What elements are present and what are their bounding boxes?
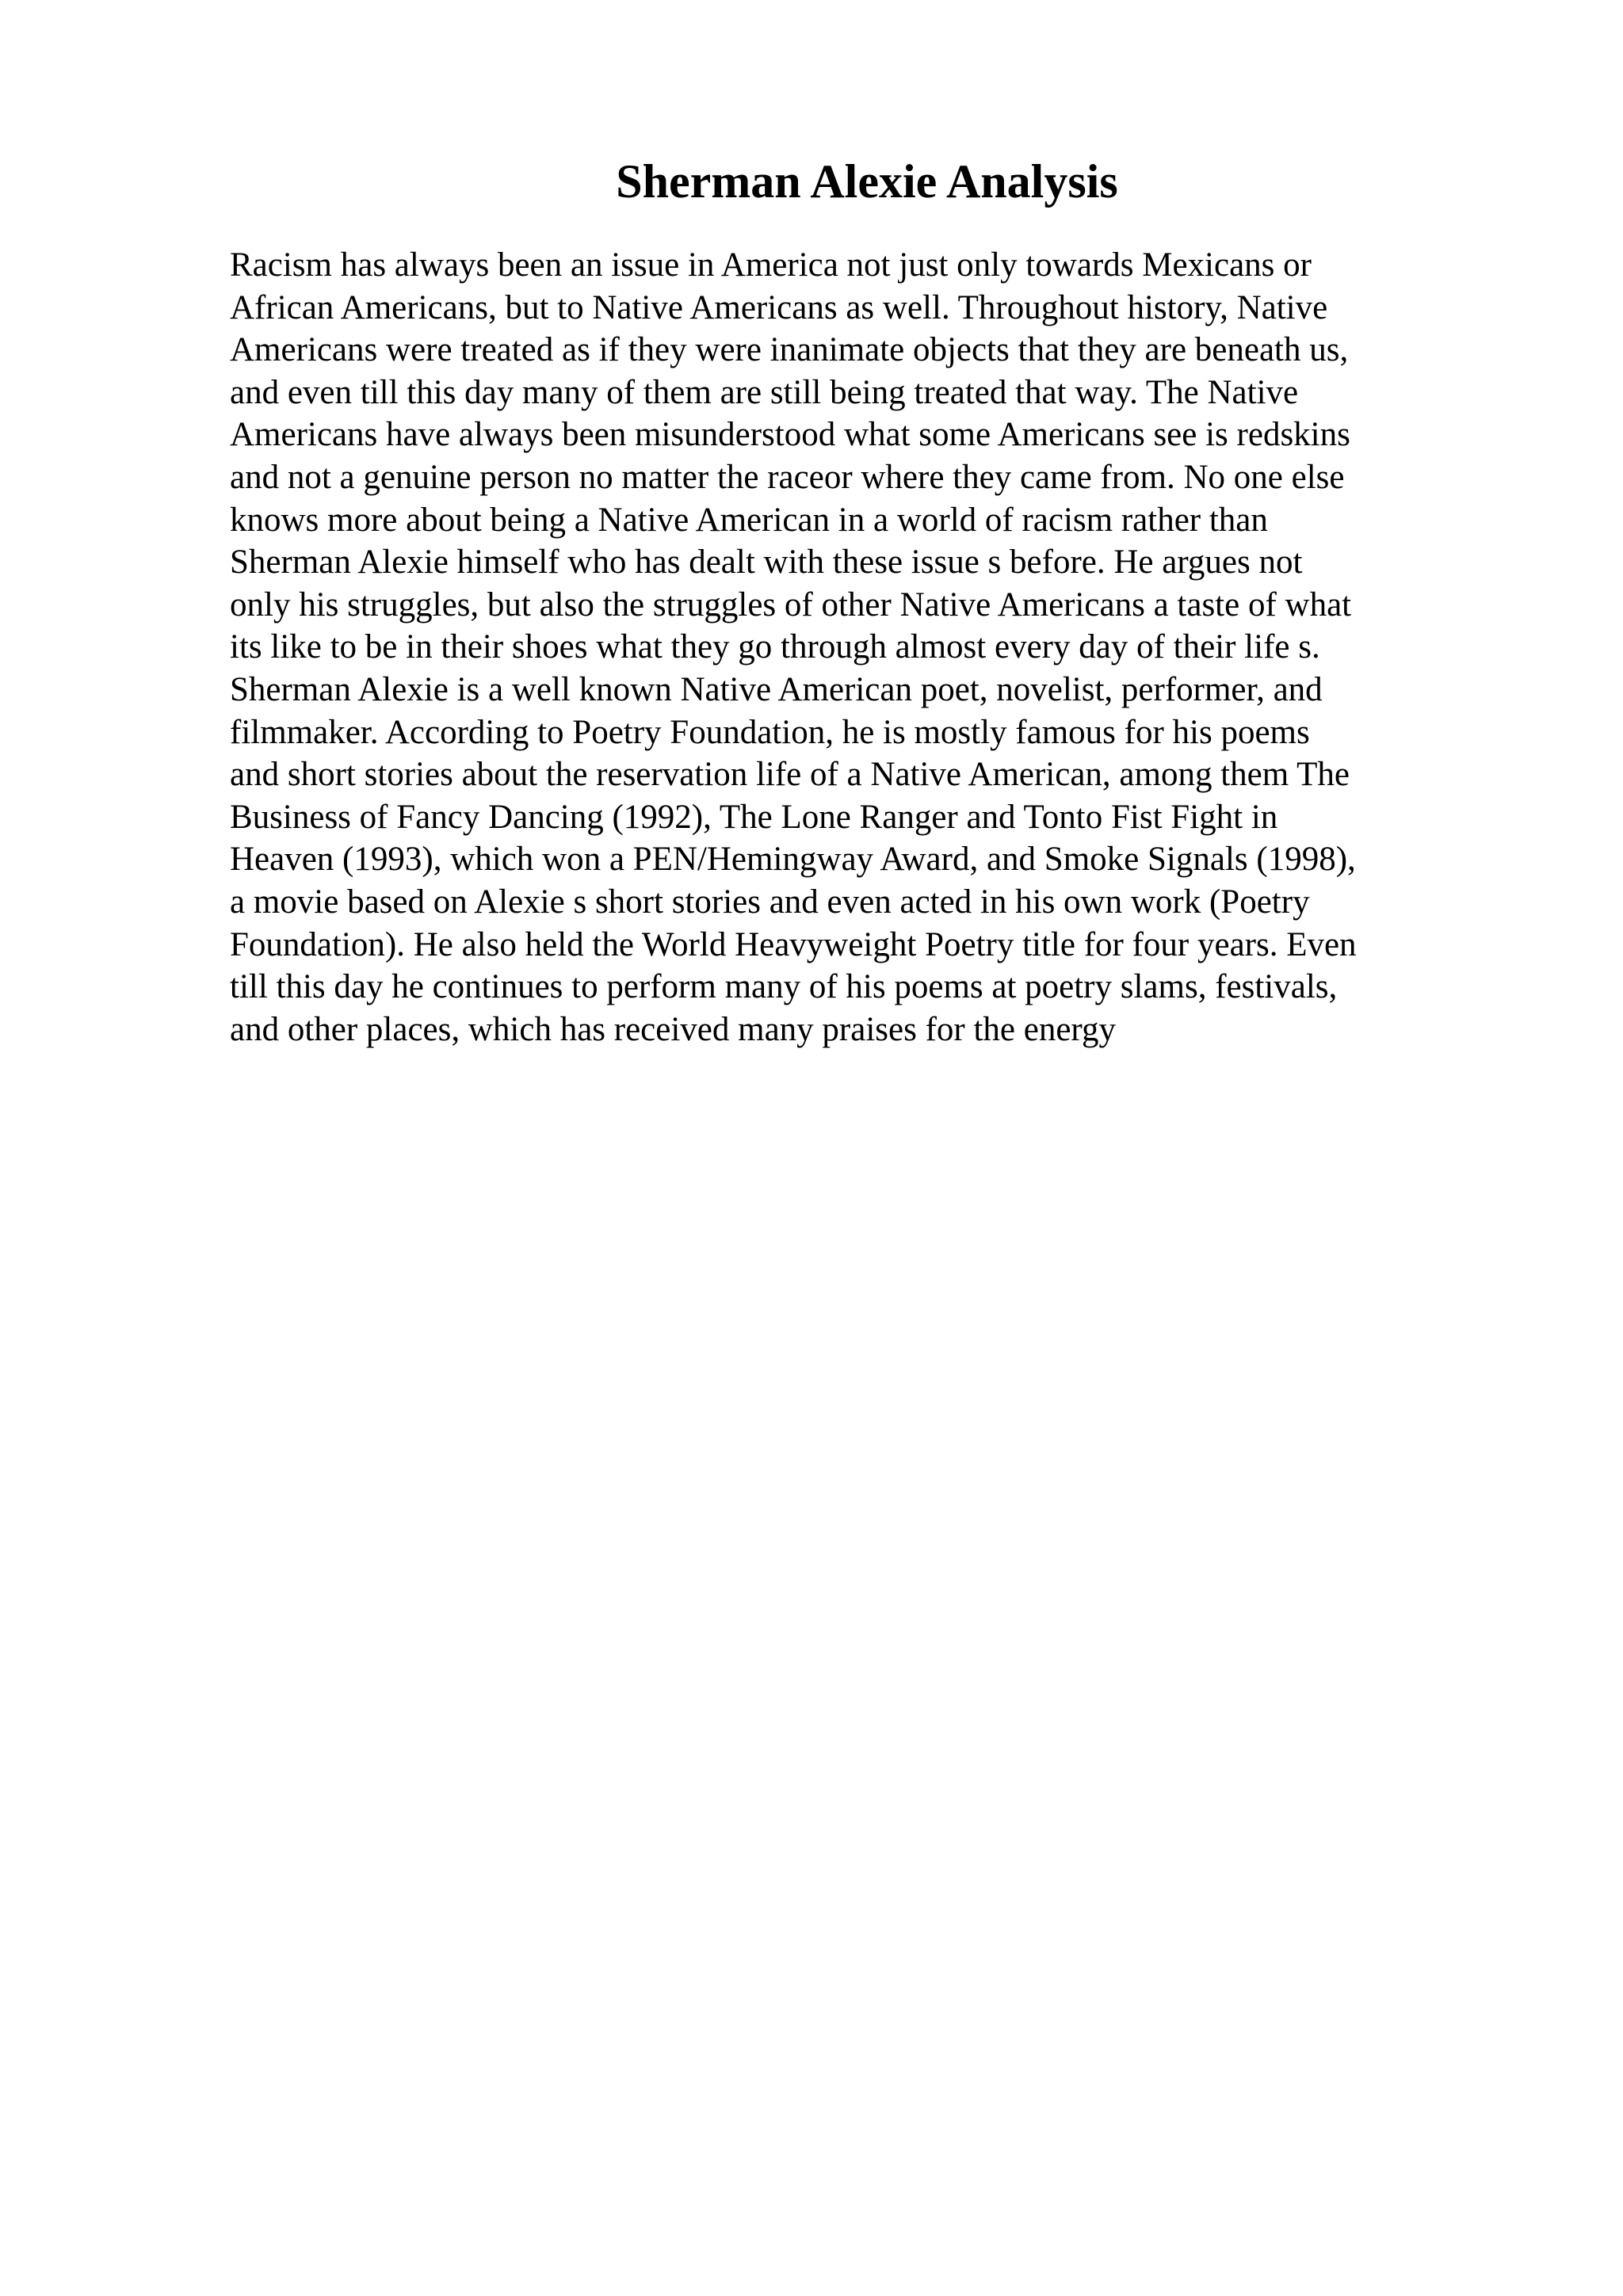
body-line: only his struggles, but also the struggles of other Native Americans a taste of what [230, 585, 1352, 624]
body-line: and even till this day many of them are still being treated that way. The Native [230, 373, 1299, 411]
body-line: a movie based on Alexie s short stories and even acted in his own work (Poetry [230, 883, 1310, 921]
document-body [230, 244, 1466, 1051]
body-line: Sherman Alexie is a well known Native American poet, novelist, performer, and [230, 670, 1323, 708]
body-line: and not a genuine person no matter the raceor where they came from. No one else [230, 458, 1345, 496]
document-title: Sherman Alexie Analysis [616, 155, 1118, 208]
body-line: Americans were treated as if they were inanimate objects that they are beneath us, [230, 331, 1349, 369]
body-line: Heaven (1993), which won a PEN/Hemingway Award, and Smoke Signals (1998), [230, 841, 1356, 879]
body-line: and short stories about the reservation life of a Native American, among them The [230, 756, 1350, 794]
body-line: filmmaker. According to Poetry Foundation, he is mostly famous for his poems [230, 713, 1310, 751]
body-line: Foundation). He also held the World Heavyweight Poetry title for four years. Even [230, 925, 1357, 963]
body-line: and other places, which has received many praises for the energy [230, 1010, 1116, 1048]
body-line: Sherman Alexie himself who has dealt with these issue s before. He argues not [230, 543, 1303, 582]
body-line: its like to be in their shoes what they go through almost every day of their life s. [230, 628, 1320, 666]
body-line: till this day he continues to perform many of his poems at poetry slams, festivals, [230, 968, 1338, 1006]
body-line: Racism has always been an issue in America not just only towards Mexicans or [230, 246, 1312, 284]
body-line: Business of Fancy Dancing (1992), The Lone Ranger and Tonto Fist Fight in [230, 798, 1278, 836]
body-line: knows more about being a Native American in a world of racism rather than [230, 501, 1268, 539]
body-line: African Americans, but to Native Americans as well. Throughout history, Native [230, 288, 1328, 326]
body-line: Americans have always been misunderstood what some Americans see is redskins [230, 416, 1350, 454]
